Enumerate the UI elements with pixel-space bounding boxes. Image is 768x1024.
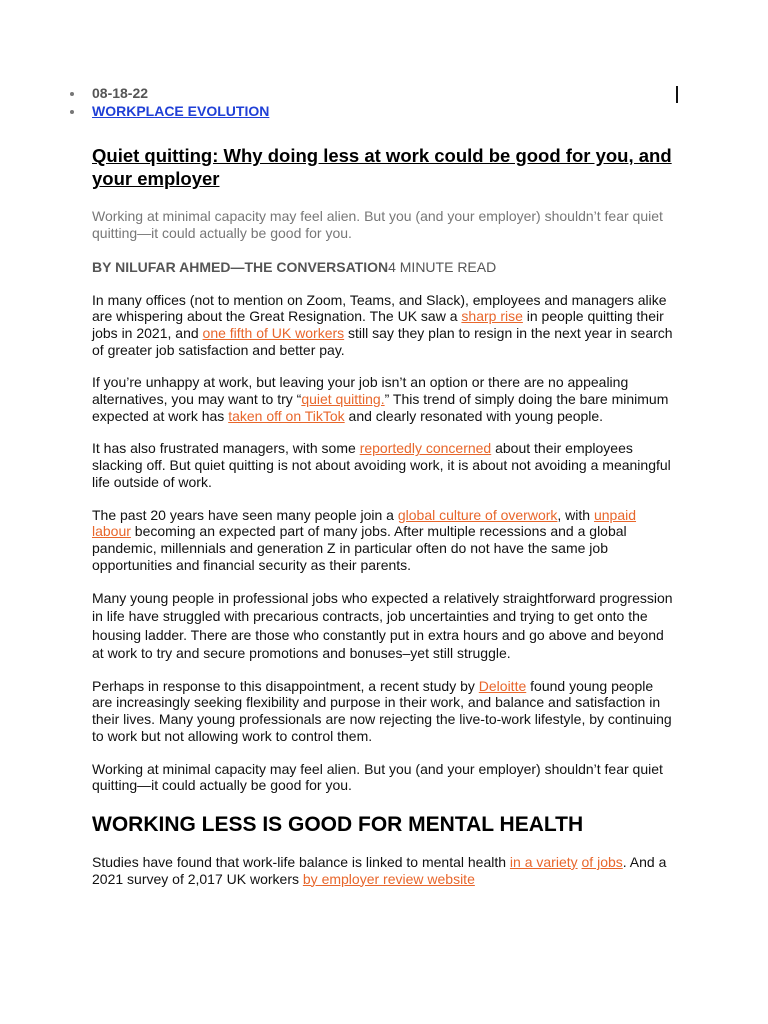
text-run: Studies have found that work-life balance is linked to mental health (92, 853, 510, 870)
inline-link[interactable]: sharp rise (461, 308, 523, 325)
body-paragraph-1 (92, 292, 674, 359)
text-run: Working at minimal capacity may feel alien. But you (and your employer) shouldn’t fear quiet quitting—it could actually be good for you. (92, 760, 663, 794)
text-run: If you’re unhappy at work, but leaving your job isn’t an option or there are no appealing alternatives, you may want to try “ (92, 374, 629, 408)
text-run: ” This trend of simply doing the bare minimum expected at work has (92, 391, 669, 424)
text-run: found young people are increasingly seeking flexibility and purpose in their work, and balance and satisfaction in their lives. Many young professionals are now rejecting the live-to-work lifestyle, by continuing to work but not allowing work to control them. (92, 677, 672, 744)
byline-read-time: 4 MINUTE READ (388, 259, 497, 275)
body-paragraph-8 (92, 854, 674, 887)
body-paragraph-4 (92, 507, 674, 574)
text-run: Perhaps in response to this disappointment, a recent study by (92, 677, 479, 694)
text-run: It has also frustrated managers, with some (92, 440, 360, 457)
text-run: still say they plan to resign in the next year in search of greater job satisfaction and better pay. (92, 324, 673, 358)
text-run: Many young people in professional jobs who expected a relatively straightforward progression in life have struggled with precarious contracts, job uncertainties and trying to get onto the housing ladder. There are those who constantly put in extra hours and go above and beyond at work to try and secure promotions and bonuses–yet still struggle. (92, 590, 673, 661)
article-title: Quiet quitting: Why doing less at work could be good for you, and your employer (92, 145, 672, 189)
text-run: in people quitting their jobs in 2021, and (92, 308, 664, 341)
category-link[interactable]: WORKPLACE EVOLUTION (92, 103, 270, 119)
inline-link[interactable]: quiet quitting. (301, 391, 385, 408)
inline-link[interactable]: global culture of overwork (397, 506, 558, 523)
inline-link[interactable]: Deloitte (478, 677, 527, 694)
inline-link[interactable]: one fifth of UK workers (202, 324, 345, 341)
byline-author: BY NILUFAR AHMED—THE CONVERSATION (92, 259, 389, 275)
inline-link[interactable]: of jobs (581, 853, 623, 870)
article-byline (92, 259, 674, 276)
section-heading: WORKING LESS IS GOOD FOR MENTAL HEALTH (92, 812, 584, 836)
article-meta-list (92, 84, 674, 120)
inline-link[interactable]: taken off on TikTok (228, 407, 345, 424)
text-cursor (676, 86, 678, 103)
text-run: In many offices (not to mention on Zoom, Teams, and Slack), employees and managers alike are whispering about the Great Resignation. The UK saw a (92, 291, 667, 325)
text-run: The past 20 years have seen many people join a (92, 506, 398, 523)
article-page (92, 84, 674, 887)
category-item (92, 102, 674, 120)
inline-link[interactable]: by employer review website (302, 870, 475, 887)
text-run: , with (557, 506, 594, 523)
body-paragraph-7 (92, 761, 674, 794)
article-dek: Working at minimal capacity may feel alien. But you (and your employer) shouldn’t fear quiet quitting—it could actually be good for you. (92, 208, 663, 241)
article-date: 08-18-22 (92, 84, 674, 102)
text-run: about their employees slacking off. But quiet quitting is not about avoiding work, it is about not avoiding a meaningful life outside of work. (92, 440, 671, 490)
inline-link[interactable]: in a variety (509, 853, 578, 870)
text-run: becoming an expected part of many jobs. After multiple recessions and a global pandemic, millennials and generation Z in particular often do not have the same job opportunities and financial security as their parents. (92, 523, 627, 573)
body-paragraph-5 (92, 589, 674, 661)
text-run: . And a 2021 survey of 2,017 UK workers (92, 853, 667, 887)
body-paragraph-2 (92, 374, 674, 424)
inline-link[interactable]: reportedly concerned (359, 440, 492, 457)
text-run: and clearly resonated with young people. (344, 407, 604, 424)
inline-link[interactable]: unpaid labour (92, 506, 637, 540)
body-paragraph-3 (92, 440, 674, 490)
body-paragraph-6 (92, 678, 674, 745)
